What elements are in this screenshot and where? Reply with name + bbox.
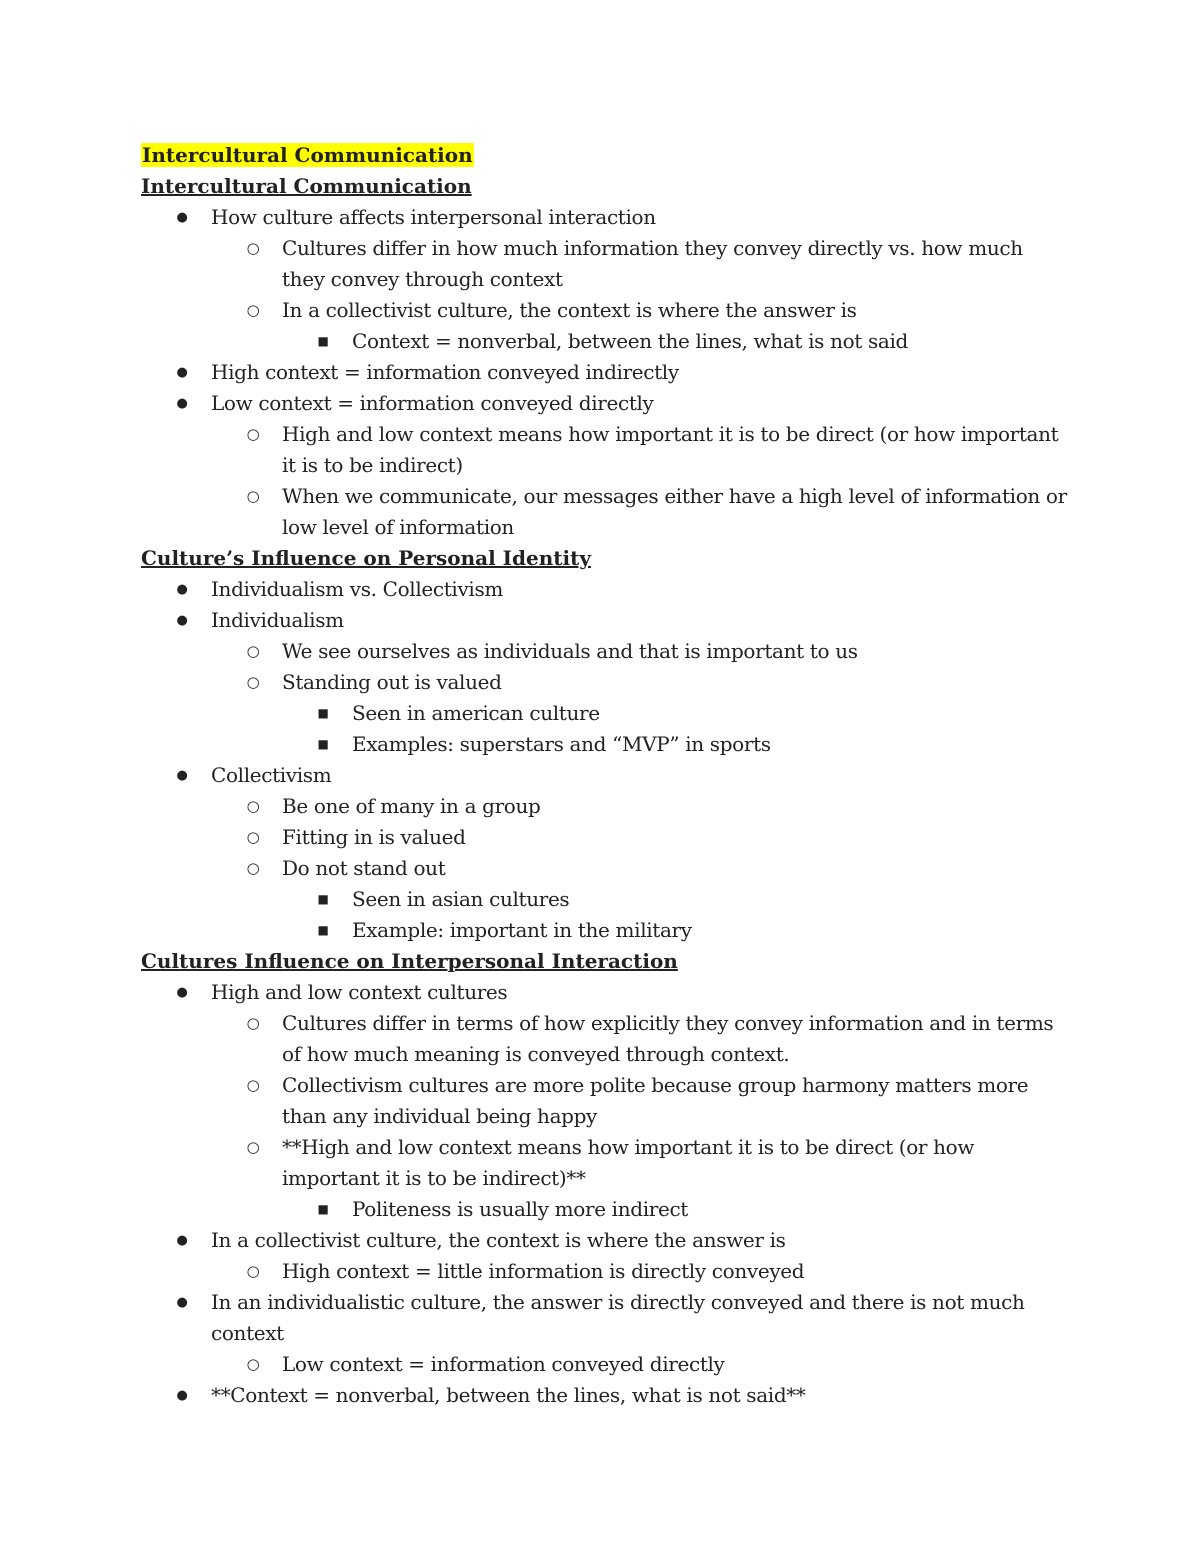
filled-square-bullet-icon: ■: [317, 923, 329, 937]
list-item-level-3: [141, 915, 1071, 946]
list-item-level-2: [141, 481, 1071, 543]
list-item-text: High context = information conveyed indirectly: [211, 360, 679, 384]
list-item-level-2: [141, 1132, 1071, 1194]
list-item-text: **Context = nonverbal, between the lines, what is not said**: [211, 1383, 806, 1407]
list-item-level-2: [141, 233, 1071, 295]
list-item-text: Individualism vs. Collectivism: [211, 577, 503, 601]
list-item-level-1: [141, 605, 1071, 636]
hollow-circle-bullet-icon: ○: [246, 487, 260, 505]
title-highlight: Intercultural Communication: [142, 143, 473, 167]
filled-square-bullet-icon: ■: [317, 1202, 329, 1216]
section: [141, 543, 1071, 946]
list-item-level-2: [141, 1070, 1071, 1132]
hollow-circle-bullet-icon: ○: [246, 642, 260, 660]
list-item-text: Be one of many in a group: [282, 794, 541, 818]
list-item-text: Seen in asian cultures: [352, 887, 570, 911]
hollow-circle-bullet-icon: ○: [246, 859, 260, 877]
hollow-circle-bullet-icon: ○: [246, 239, 260, 257]
section-heading: Culture’s Influence on Personal Identity: [141, 546, 591, 570]
hollow-circle-bullet-icon: ○: [246, 1355, 260, 1373]
list-item-text: In a collectivist culture, the context is where the answer is: [211, 1228, 786, 1252]
bullet-list: [141, 977, 1071, 1411]
list-item-level-3: [141, 1194, 1071, 1225]
list-item-level-1: [141, 202, 1071, 233]
sections-container: [141, 171, 1071, 1411]
filled-circle-bullet-icon: ●: [176, 582, 188, 597]
section-heading: Intercultural Communication: [141, 174, 472, 198]
list-item-level-2: [141, 822, 1071, 853]
list-item-level-1: [141, 1225, 1071, 1256]
list-item-level-1: [141, 760, 1071, 791]
list-item-text: Collectivism cultures are more polite because group harmony matters more than any individual being happy: [282, 1073, 1029, 1128]
filled-circle-bullet-icon: ●: [176, 210, 188, 225]
hollow-circle-bullet-icon: ○: [246, 1262, 260, 1280]
hollow-circle-bullet-icon: ○: [246, 1076, 260, 1094]
document-body: [141, 140, 1071, 1411]
filled-circle-bullet-icon: ●: [176, 768, 188, 783]
list-item-level-1: [141, 1287, 1071, 1349]
list-item-level-2: [141, 636, 1071, 667]
list-item-text: Cultures differ in how much information they convey directly vs. how much they convey through context: [282, 236, 1023, 291]
document-title: [141, 140, 1071, 171]
list-item-text: Fitting in is valued: [282, 825, 466, 849]
list-item-level-2: [141, 419, 1071, 481]
bullet-list: [141, 202, 1071, 543]
filled-circle-bullet-icon: ●: [176, 613, 188, 628]
list-item-level-2: [141, 295, 1071, 326]
hollow-circle-bullet-icon: ○: [246, 1014, 260, 1032]
list-item-text: We see ourselves as individuals and that is important to us: [282, 639, 858, 663]
section-heading: Cultures Influence on Interpersonal Interaction: [141, 949, 678, 973]
filled-circle-bullet-icon: ●: [176, 365, 188, 380]
list-item-text: Seen in american culture: [352, 701, 600, 725]
list-item-text: Standing out is valued: [282, 670, 502, 694]
list-item-level-1: [141, 388, 1071, 419]
list-item-text: High context = little information is directly conveyed: [282, 1259, 805, 1283]
list-item-level-1: [141, 357, 1071, 388]
filled-circle-bullet-icon: ●: [176, 985, 188, 1000]
hollow-circle-bullet-icon: ○: [246, 828, 260, 846]
filled-square-bullet-icon: ■: [317, 892, 329, 906]
list-item-level-2: [141, 853, 1071, 884]
list-item-text: Do not stand out: [282, 856, 446, 880]
list-item-level-1: [141, 1380, 1071, 1411]
list-item-text: Low context = information conveyed directly: [282, 1352, 725, 1376]
list-item-level-3: [141, 698, 1071, 729]
list-item-level-3: [141, 884, 1071, 915]
list-item-level-1: [141, 977, 1071, 1008]
list-item-level-3: [141, 326, 1071, 357]
bullet-list: [141, 574, 1071, 946]
list-item-text: Low context = information conveyed directly: [211, 391, 654, 415]
list-item-text: High and low context means how important it is to be direct (or how important it is to be indirect): [282, 422, 1059, 477]
list-item-text: **High and low context means how important it is to be direct (or how important it is to be indirect)**: [282, 1135, 975, 1190]
filled-circle-bullet-icon: ●: [176, 396, 188, 411]
list-item-level-1: [141, 574, 1071, 605]
list-item-level-2: [141, 1008, 1071, 1070]
hollow-circle-bullet-icon: ○: [246, 425, 260, 443]
section: [141, 171, 1071, 543]
filled-circle-bullet-icon: ●: [176, 1295, 188, 1310]
list-item-text: Context = nonverbal, between the lines, what is not said: [352, 329, 908, 353]
list-item-level-2: [141, 1256, 1071, 1287]
list-item-text: Politeness is usually more indirect: [352, 1197, 688, 1221]
list-item-text: Example: important in the military: [352, 918, 692, 942]
list-item-text: How culture affects interpersonal interaction: [211, 205, 656, 229]
hollow-circle-bullet-icon: ○: [246, 797, 260, 815]
list-item-level-3: [141, 729, 1071, 760]
list-item-text: In an individualistic culture, the answer is directly conveyed and there is not much context: [211, 1290, 1025, 1345]
hollow-circle-bullet-icon: ○: [246, 673, 260, 691]
list-item-text: Cultures differ in terms of how explicitly they convey information and in terms of how much meaning is conveyed through context.: [282, 1011, 1054, 1066]
list-item-text: In a collectivist culture, the context is where the answer is: [282, 298, 857, 322]
list-item-text: High and low context cultures: [211, 980, 508, 1004]
section: [141, 946, 1071, 1411]
filled-square-bullet-icon: ■: [317, 706, 329, 720]
list-item-text: When we communicate, our messages either have a high level of information or low level of information: [282, 484, 1067, 539]
filled-square-bullet-icon: ■: [317, 334, 329, 348]
filled-circle-bullet-icon: ●: [176, 1233, 188, 1248]
list-item-level-2: [141, 791, 1071, 822]
filled-square-bullet-icon: ■: [317, 737, 329, 751]
list-item-level-2: [141, 667, 1071, 698]
list-item-text: Collectivism: [211, 763, 332, 787]
filled-circle-bullet-icon: ●: [176, 1388, 188, 1403]
list-item-text: Examples: superstars and “MVP” in sports: [352, 732, 771, 756]
list-item-text: Individualism: [211, 608, 344, 632]
hollow-circle-bullet-icon: ○: [246, 1138, 260, 1156]
hollow-circle-bullet-icon: ○: [246, 301, 260, 319]
list-item-level-2: [141, 1349, 1071, 1380]
